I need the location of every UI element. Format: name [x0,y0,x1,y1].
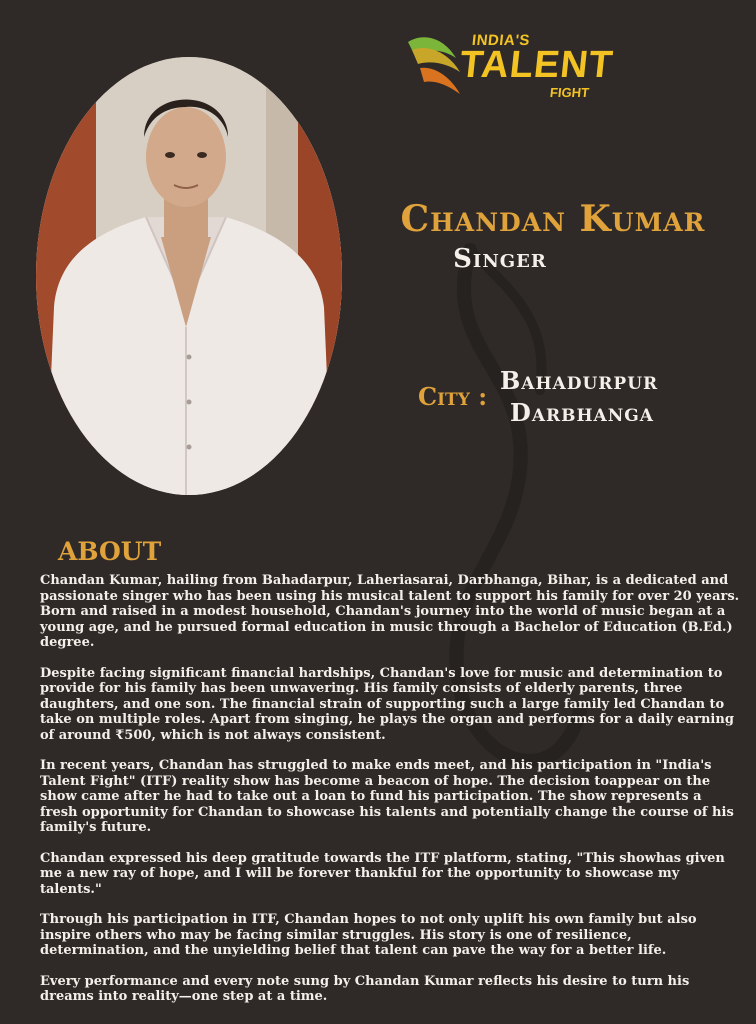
city-value-line-1: Bahadurpur [500,366,659,395]
about-paragraph: In recent years, Chandan has struggled to make ends meet, and his participation in "India's Talent Fight" (ITF) reality show has become a beacon of hope. The decision toappear on the show came after he had to take out a loan to fund his participation. The show represents a fresh opportunity for Chandan to showcase his talents and potentially change the course of his family's future. [40,758,734,835]
logo-line-3: FIGHT [549,85,590,100]
show-logo [404,28,616,108]
participant-role: Singer [453,244,547,274]
city-label: City : [418,382,488,411]
profile-photo [36,57,342,495]
logo-line-2: TALENT [457,44,616,86]
about-paragraph: Chandan expressed his deep gratitude towards the ITF platform, stating, "This showhas given me a new ray of hope, and I will be forever thankful for the opportunity to showcase my talents." [40,850,725,897]
city-value-line-2: Darbhanga [510,398,654,427]
about-heading: ABOUT [58,537,162,566]
about-paragraph: Every performance and every note sung by Chandan Kumar reflects his desire to turn his dreams into reality—one step at a time. [40,973,690,1004]
logo-line-1: INDIA'S [471,32,531,49]
participant-name: Chandan Kumar [400,198,706,240]
about-paragraph: Despite facing significant financial hardships, Chandan's love for music and determination to provide for his family has been unwavering. His family consists of elderly parents, three daughters, and one son. The financial strain of supporting such a large family led Chandan to take on multiple roles. Apart from singing, he plays the organ and performs for a daily earning of around ₹500, which is not always consistent. [40,665,734,743]
about-paragraph: Chandan Kumar, hailing from Bahadarpur, Laheriasarai, Darbhanga, Bihar, is a dedicated and passionate singer who has been using his musical talent to support his family for over 20 years. Born and raised in a modest household, Chandan's journey into the world of music began at a young age, and he pursued formal education in music through a Bachelor of Education (B.Ed.) degree. [40,573,740,650]
portrait-illustration [36,57,342,495]
about-text [40,573,740,1020]
about-paragraph: Through his participation in ITF, Chandan hopes to not only uplift his own family but also inspire others who may be facing similar struggles. His story is one of resilience, determination, and the unyielding belief that talent can pave the way for a better life. [40,912,697,958]
